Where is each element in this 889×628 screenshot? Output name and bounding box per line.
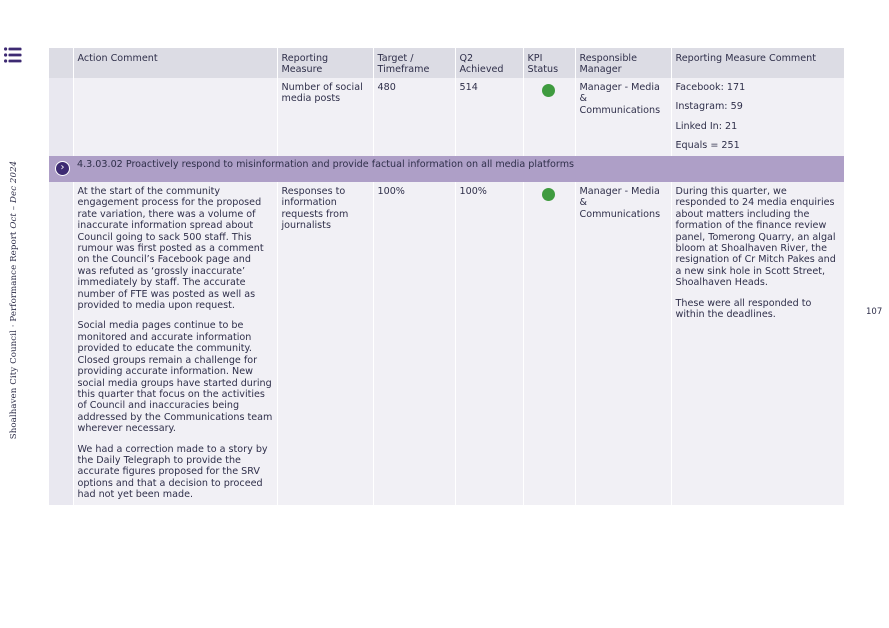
table-row: [49, 78, 844, 156]
header-action-comment: Action Comment: [73, 48, 277, 78]
section-header-row: [49, 156, 844, 182]
header-gutter: [49, 48, 73, 78]
measure-comment-paragraph: These were all responded to within the deadlines.: [675, 297, 812, 321]
action-comment-paragraph: Social media pages continue to be monitored and accurate information provided to educate the community. Closed groups remain a challenge for providing accurate information. New social media groups have started during this quarter that focus on the activities of Council and inaccuracies being addressed by the Communications team wherever necessary.: [77, 320, 273, 435]
header-target: Target / Timeframe: [373, 48, 455, 78]
section-title-cell: [73, 156, 844, 182]
kpi-status-cell: [523, 182, 575, 505]
achieved-cell: 514: [455, 78, 523, 156]
kpi-status-green-dot-icon: [542, 188, 555, 201]
row-gutter: [49, 182, 73, 505]
header-measure-comment: Reporting Measure Comment: [671, 48, 844, 78]
measure-comment-cell: [671, 182, 844, 505]
report-title: Shoalhaven City Council · Performance Report: [9, 231, 19, 440]
section-title: 4.3.03.02 Proactively respond to misinformation and provide factual information on all media platforms: [77, 159, 575, 170]
row-gutter: [49, 78, 73, 156]
measure-comment-line: Instagram: 59: [675, 101, 743, 113]
measure-comment-line: Linked In: 21: [675, 120, 738, 132]
header-achieved: Q2 Achieved: [455, 48, 523, 78]
report-period: Oct – Dec 2024: [9, 160, 19, 229]
achieved-cell: 100%: [455, 182, 523, 505]
page-number: 107: [866, 307, 883, 317]
header-kpi-status: KPI Status: [523, 48, 575, 78]
target-cell: 480: [373, 78, 455, 156]
header-reporting-measure: Reporting Measure: [277, 48, 373, 78]
kpi-status-cell: [523, 78, 575, 156]
manager-cell: Manager - Media & Communications: [575, 182, 671, 505]
measure-comment-paragraph: During this quarter, we responded to 24 media enquiries about matters including the formation of the finance review panel, Tomerong Quarry, an algal bloom at Shoalhaven River, the resignation of Cr Mitch Pakes and a new sink hole in Scott Street, Shoalhaven Heads.: [675, 186, 836, 289]
kpi-status-green-dot-icon: [542, 84, 555, 97]
performance-table: [49, 48, 844, 505]
measure-comment-line: Facebook: 171: [675, 82, 746, 93]
action-comment-cell: [73, 182, 277, 505]
report-side-title: [9, 161, 19, 439]
table-row: [49, 182, 844, 505]
action-comment-paragraph: At the start of the community engagement process for the proposed rate variation, there was a volume of inaccurate information spread about Council going to sack 500 staff. This rumour was first posted as a comment on the Council’s Facebook page and was refuted as ‘grossly inaccurate’ immediately by staff. The accurate number of FTE was posted as well as provided to media upon request.: [77, 186, 264, 312]
reporting-measure-cell: Responses to information requests from journalists: [277, 182, 373, 505]
action-comment-paragraph: We had a correction made to a story by the Daily Telegraph to provide the accurate figures proposed for the SRV options and that a decision to proceed had not yet been made.: [77, 443, 268, 501]
measure-comment-cell: [671, 78, 844, 156]
reporting-measure-cell: Number of social media posts: [277, 78, 373, 156]
table-header-row: [49, 48, 844, 78]
action-comment-cell: [73, 78, 277, 156]
header-manager: Responsible Manager: [575, 48, 671, 78]
measure-comment-line: Equals = 251: [675, 140, 740, 152]
chevron-right-circle-icon[interactable]: ›: [55, 161, 70, 176]
target-cell: 100%: [373, 182, 455, 505]
manager-cell: Manager - Media & Communications: [575, 78, 671, 156]
hamburger-menu-icon[interactable]: [4, 47, 22, 63]
section-expand-cell: [49, 156, 73, 182]
